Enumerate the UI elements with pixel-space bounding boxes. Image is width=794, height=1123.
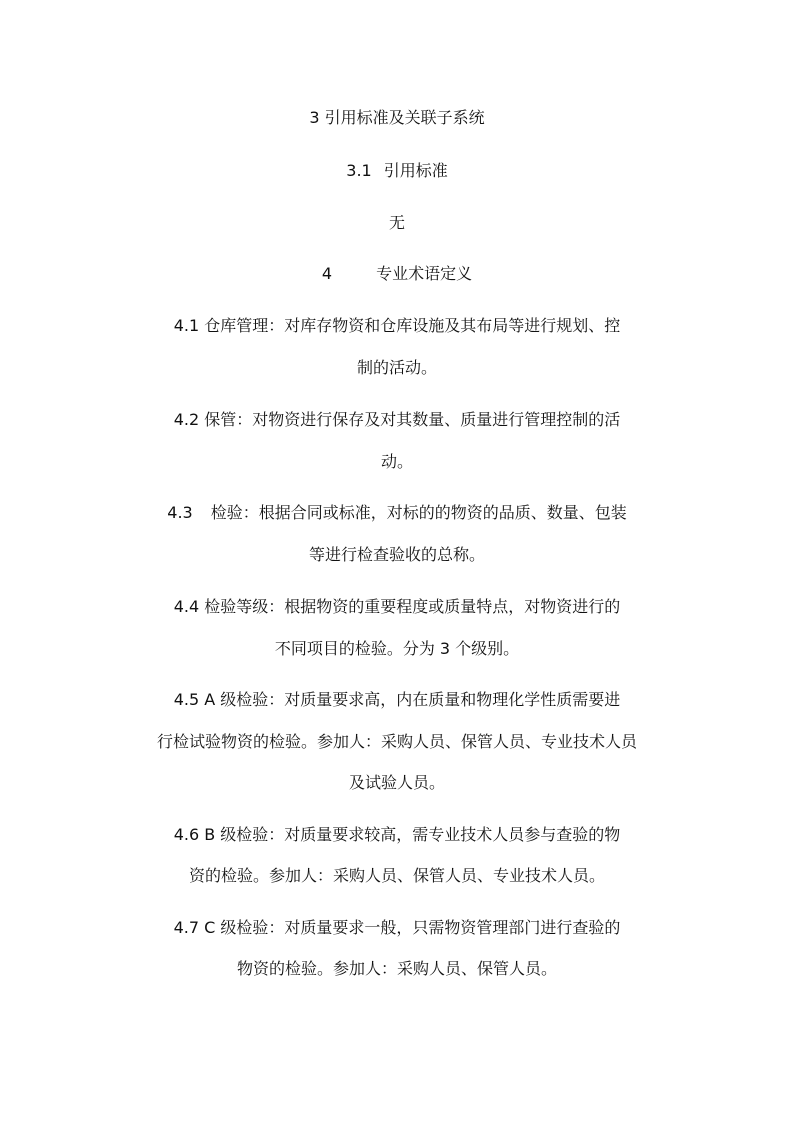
item-4-5-line-3: [0, 773, 794, 793]
section-4-title: 专业术语定义: [376, 264, 473, 283]
item-4-1-line-2: [0, 358, 794, 378]
item-4-4-text-2: 不同项目的检验。分为 3 个级别。: [274, 639, 520, 658]
item-4-2-text-1: 4.2 保管：对物资进行保存及对其数量、质量进行管理控制的活: [173, 410, 621, 429]
item-4-5-text-3: 及试验人员。: [348, 773, 445, 792]
item-4-3-text-2: 等进行检查验收的总称。: [308, 545, 485, 564]
item-4-7-line-2: [0, 959, 794, 979]
item-4-3-number: 4.3: [167, 503, 193, 522]
item-4-2-line-2: [0, 452, 794, 472]
item-4-5-line-1: [0, 690, 794, 710]
item-4-4-line-2: [0, 639, 794, 659]
section-3-1-body: [0, 213, 794, 233]
item-4-5-text-2: 行检试验物资的检验。参加人：采购人员、保管人员、专业技术人员: [156, 732, 637, 751]
item-4-7-line-1: [0, 918, 794, 938]
section-3-1-heading: [0, 161, 794, 181]
section-4-heading: [0, 264, 794, 284]
item-4-1-text-1: 4.1 仓库管理：对库存物资和仓库设施及其布局等进行规划、控: [173, 316, 621, 335]
item-4-2-text-2: 动。: [380, 452, 413, 471]
item-4-4-text-1: 4.4 检验等级：根据物资的重要程度或质量特点，对物资进行的: [173, 597, 621, 616]
item-4-6-line-2: [0, 866, 794, 886]
item-4-7-text-2: 物资的检验。参加人：采购人员、保管人员。: [236, 959, 557, 978]
item-4-3-text-1: 检验：根据合同或标准，对标的的物资的品质、数量、包装: [210, 503, 627, 522]
section-3-1-body-text: 无: [388, 213, 405, 232]
item-4-5-line-2: [0, 732, 794, 752]
item-4-6-text-1: 4.6 B 级检验：对质量要求较高，需专业技术人员参与查验的物: [173, 825, 621, 844]
item-4-7-text-1: 4.7 C 级检验：对质量要求一般，只需物资管理部门进行查验的: [173, 918, 621, 937]
item-4-2-line-1: [0, 410, 794, 430]
item-4-6-text-2: 资的检验。参加人：采购人员、保管人员、专业技术人员。: [188, 866, 605, 885]
item-4-5-text-1: 4.5 A 级检验：对质量要求高，内在质量和物理化学性质需要进: [173, 690, 621, 709]
section-3-1-number: 3.1: [346, 161, 372, 180]
item-4-1-line-1: [0, 316, 794, 336]
section-3-1-title: 引用标准: [383, 161, 448, 180]
section-4-number: 4: [321, 264, 333, 283]
item-4-3-line-1: [0, 503, 794, 523]
item-4-4-line-1: [0, 597, 794, 617]
item-4-3-line-2: [0, 545, 794, 565]
section-3-heading-text: 3 引用标准及关联子系统: [309, 108, 485, 127]
item-4-6-line-1: [0, 825, 794, 845]
section-3-heading: [0, 108, 794, 128]
item-4-1-text-2: 制的活动。: [356, 358, 437, 377]
